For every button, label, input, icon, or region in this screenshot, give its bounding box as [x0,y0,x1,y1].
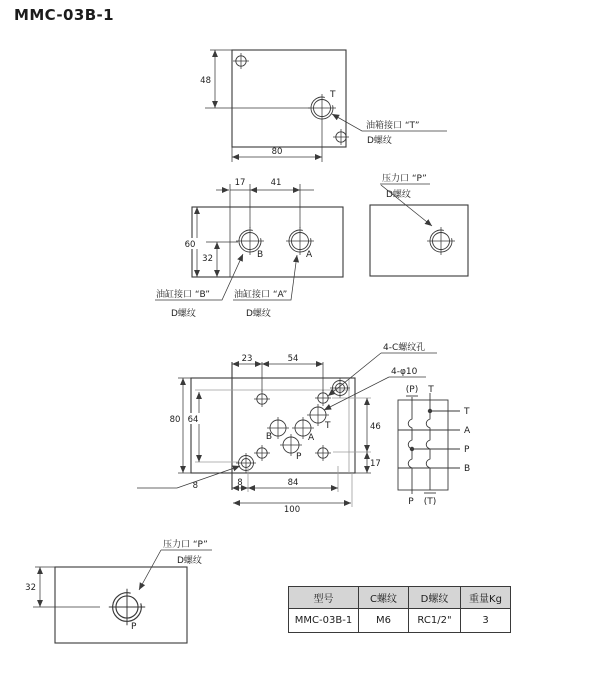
port-a-label: A [306,250,313,260]
note-pressure-port: 压力口 “P” [163,540,208,550]
dim-8: 8 [237,478,243,488]
dim-23: 23 [241,354,253,364]
col-d-thread: D螺纹 [409,587,461,609]
dim-64: 64 [187,415,199,425]
dim-54: 54 [287,354,299,364]
pin-hole-icon [236,453,256,473]
port-p-icon [109,589,145,625]
cell-weight: 3 [461,609,511,633]
cell-d-thread: RC1/2" [409,609,461,633]
top-view [200,50,447,162]
dim-17: 17 [370,459,381,469]
note-cyl-b-thread: D螺纹 [171,309,196,319]
port-t-label: T [330,90,336,100]
dim-100: 100 [283,505,301,515]
dim-8-left: 8 [192,481,198,491]
symbol-bottom-p: P [408,497,414,507]
symbol-right-a: A [464,426,471,436]
dim-32: 32 [25,583,36,593]
port-b-label: B [265,432,272,442]
mounting-view [137,341,437,515]
screw-hole-icon [333,129,349,145]
note-cyl-a-thread: D螺纹 [246,309,271,319]
spec-table [288,586,511,633]
symbol-top-p: (P) [405,385,419,395]
col-model: 型号 [289,587,359,609]
note-tank-port: 油箱接口 “T” [366,121,420,131]
symbol-top-t: T [428,385,434,395]
note-c-thread-holes: 4-C螺纹孔 [383,343,426,353]
port-t-label: T [325,421,331,431]
front-view [155,178,343,319]
dim-80: 80 [271,147,283,157]
dim-32: 32 [202,254,213,264]
note-cyl-b: 油缸接口 “B” [156,290,210,300]
port-p-label: P [131,622,137,632]
col-c-thread: C螺纹 [359,587,409,609]
spec-table-header-row [289,587,511,609]
port-p-icon [427,227,455,255]
dim-80: 80 [169,415,181,425]
note-pressure-thread: D螺纹 [177,556,202,566]
c-thread-hole-icon [254,391,270,407]
dim-60: 60 [184,240,196,250]
port-p-label: P [296,452,302,462]
note-phi10-holes: 4-φ10 [391,367,418,377]
symbol-right-t: T [464,407,470,417]
cell-model: MMC-03B-1 [289,609,359,633]
bottom-view [25,538,212,643]
port-b-label: B [257,250,264,260]
dim-48: 48 [200,76,211,86]
cell-c-thread: M6 [359,609,409,633]
port-a-label: A [308,433,315,443]
note-tank-thread: D螺纹 [367,136,392,146]
page-title: MMC-03B-1 [14,6,115,24]
note-pressure-thread: D螺纹 [386,190,411,200]
c-thread-hole-icon [254,445,270,461]
dim-17: 17 [234,178,246,188]
dim-84: 84 [287,478,299,488]
screw-hole-icon [233,53,249,69]
symbol-right-b: B [464,464,471,474]
spec-table-data-row [289,609,511,633]
c-thread-hole-icon [315,445,331,461]
note-pressure-port: 压力口 “P” [382,174,427,184]
note-cyl-a: 油缸接口 “A” [234,290,288,300]
dim-41: 41 [270,178,282,188]
col-weight: 重量Kg [461,587,511,609]
dim-46: 46 [370,422,381,432]
side-view [370,172,468,276]
c-thread-hole-icon [315,390,331,406]
hydraulic-symbol [398,385,471,507]
symbol-right-p: P [464,445,470,455]
symbol-bottom-t: (T) [423,497,437,507]
